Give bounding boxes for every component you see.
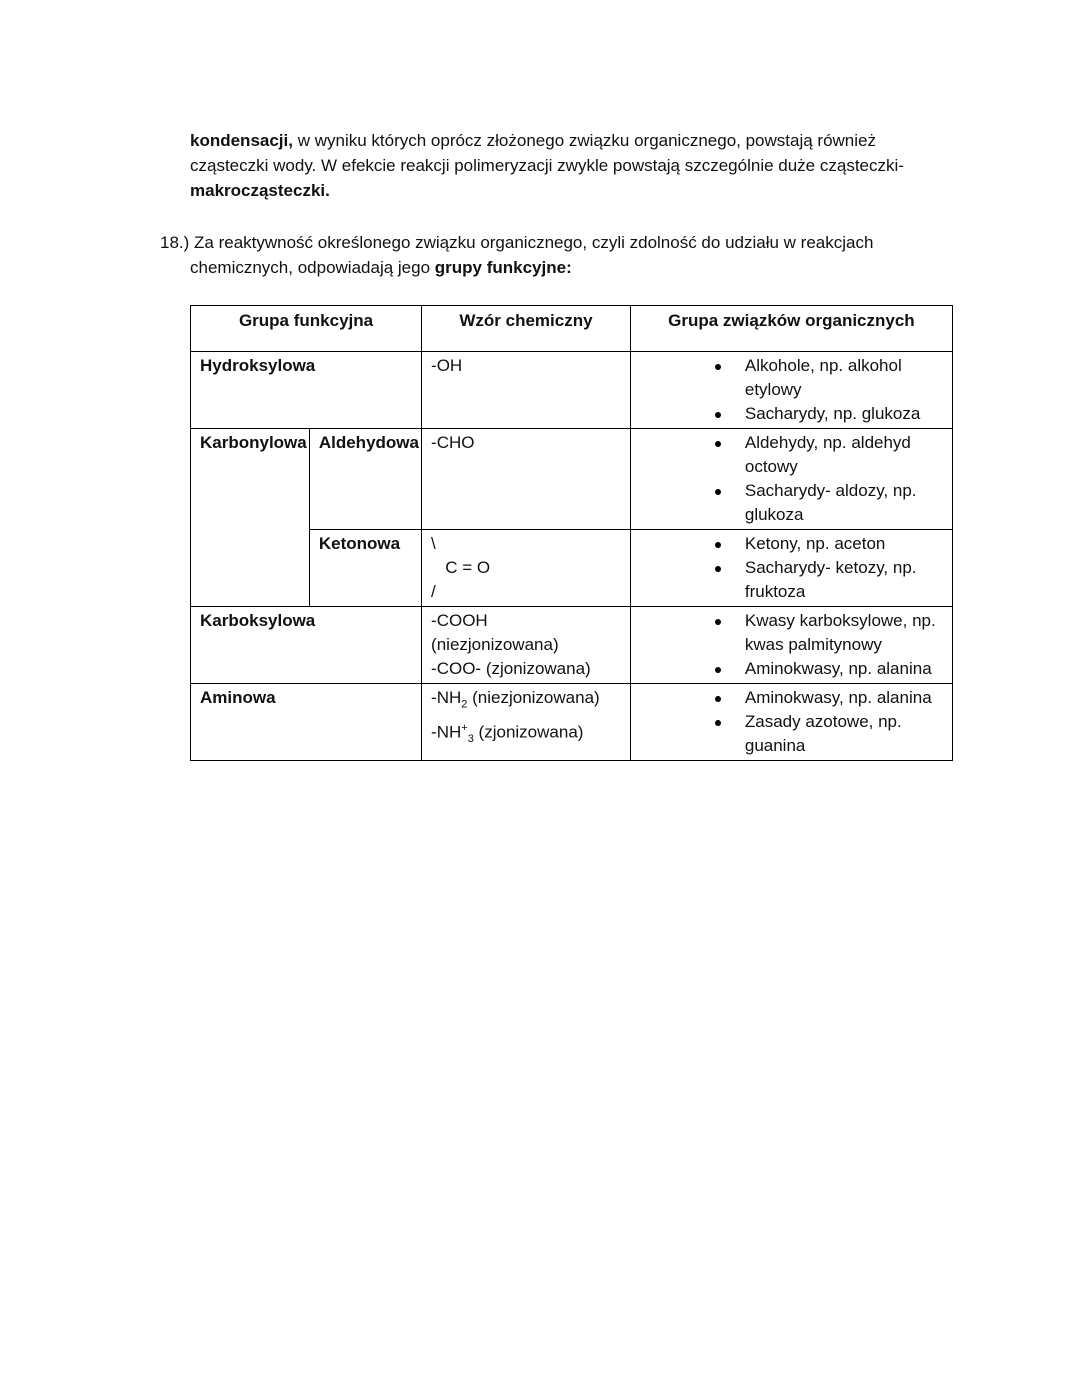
table-row [191, 684, 953, 761]
point-text-line1: Za reaktywność określonego związku organicznego, czyli zdolność do udziału w reakcjach [189, 233, 874, 252]
table-header-row [191, 306, 953, 352]
formula [422, 684, 631, 761]
list-item: Aminokwasy, np. alanina [745, 657, 943, 681]
point-bold: grupy funkcyjne: [434, 258, 572, 277]
subgroup-name: Aldehydowa [309, 429, 421, 530]
intro-text: w wyniku których oprócz złożonego związku organicznego, powstają również cząsteczki wody. W efekcie reakcji polimeryzacji zwykle powstają szczególnie duże cząsteczki- [190, 131, 904, 175]
formula-line: -COOH [431, 611, 488, 630]
compound-list [630, 352, 952, 429]
table-row [191, 607, 953, 684]
list-item: Sacharydy, np. glukoza [745, 402, 943, 426]
formula-line: \ [431, 534, 436, 553]
formula-line: -COO- (zjonizowana) [431, 659, 591, 678]
formula-subscript: 2 [461, 698, 468, 711]
functional-groups-table [190, 305, 953, 761]
header-functional-group: Grupa funkcyjna [191, 306, 422, 352]
group-name: Karbonylowa [191, 429, 310, 607]
compound-list [630, 429, 952, 530]
list-item: Zasady azotowe, np. guanina [745, 710, 943, 758]
table-row [191, 352, 953, 429]
table-row [191, 429, 953, 530]
formula-part: -NH [431, 723, 462, 743]
list-item: Kwasy karboksylowe, np. kwas palmitynowy [745, 609, 943, 657]
list-item: Alkohole, np. alkohol etylowy [745, 354, 943, 402]
list-item: Sacharydy- ketozy, np. fruktoza [745, 556, 943, 604]
intro-bold-end: makrocząsteczki. [190, 181, 330, 200]
list-item: Sacharydy- aldozy, np. glukoza [745, 479, 943, 527]
formula [422, 607, 631, 684]
list-item: Aldehydy, np. aldehyd octowy [745, 431, 943, 479]
point-text-line2: chemicznych, odpowiadają jego [190, 258, 435, 277]
formula-subscript: 3 [467, 733, 474, 746]
formula-line: C = O [431, 558, 491, 577]
formula-part: (niezjonizowana) [467, 688, 600, 707]
point-18-paragraph [160, 230, 950, 280]
formula [422, 530, 631, 607]
group-name: Hydroksylowa [191, 352, 422, 429]
header-compound-group: Grupa związków organicznych [630, 306, 952, 352]
formula-part: -NH [431, 688, 462, 707]
formula: -CHO [422, 429, 631, 530]
intro-bold-start: kondensacji, [190, 131, 293, 150]
formula-part: (zjonizowana) [473, 723, 584, 743]
point-number: 18.) [160, 233, 190, 252]
compound-list [630, 607, 952, 684]
compound-list [630, 530, 952, 607]
subgroup-name: Ketonowa [309, 530, 421, 607]
formula-line [431, 686, 621, 716]
formula-line: (niezjonizowana) [431, 635, 559, 654]
intro-paragraph [190, 128, 950, 203]
compound-list [630, 684, 952, 761]
list-item: Aminokwasy, np. alanina [745, 686, 943, 710]
list-item: Ketony, np. aceton [745, 532, 943, 556]
header-formula: Wzór chemiczny [422, 306, 631, 352]
group-name: Karboksylowa [191, 607, 422, 684]
formula-line: / [431, 582, 436, 601]
formula: -OH [422, 352, 631, 429]
formula-superscript: + [461, 722, 468, 735]
formula-line [431, 716, 621, 751]
group-name: Aminowa [191, 684, 422, 761]
